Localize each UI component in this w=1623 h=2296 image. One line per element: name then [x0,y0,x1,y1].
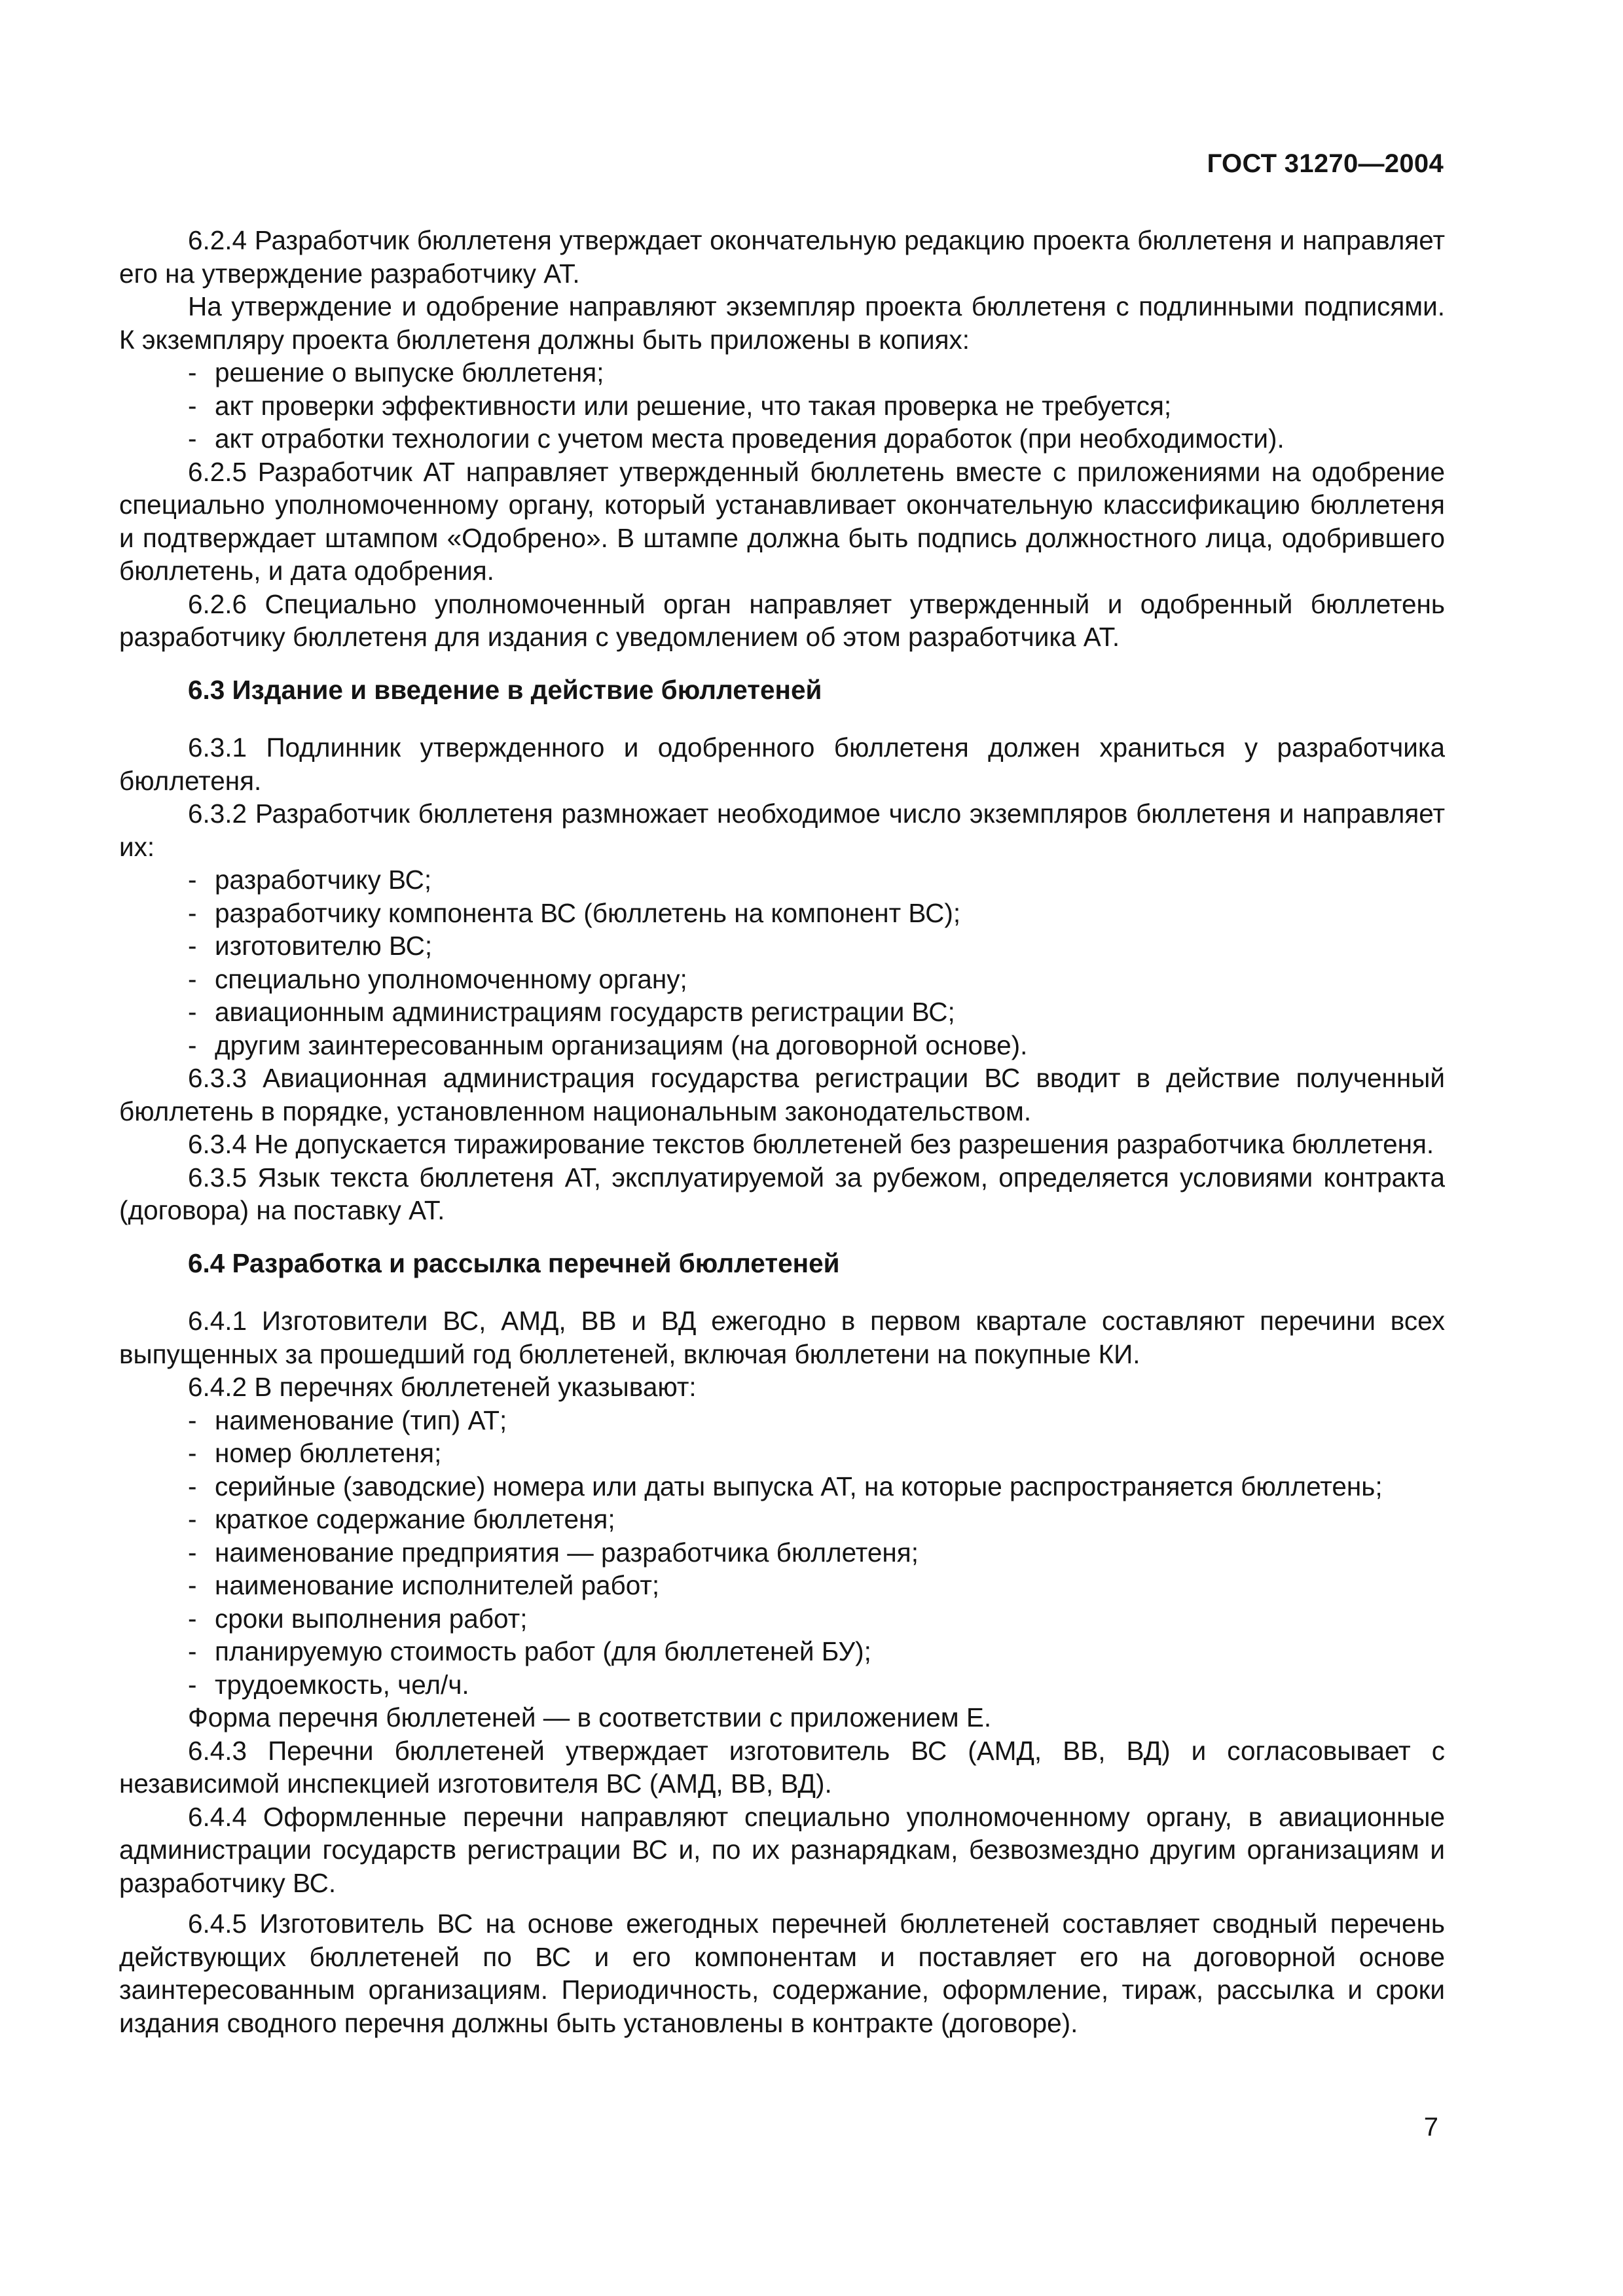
list-item-text: наименование предприятия — разработчика бюллетеня; [215,1537,919,1568]
paragraph: 6.4.2 В перечнях бюллетеней указывают: [188,1372,697,1402]
list-item: - другим заинтересованным организациям (на договорной основе). [188,1030,1028,1060]
list-item: - краткое содержание бюллетеня; [188,1504,615,1534]
paragraph: 6.4.1 Изготовители ВС, АМД, ВВ и ВД ежегодно в первом квартале составляют перечини всех выпущенных за прошедший год бюллетеней, включая бюллетени на покупные КИ. [119,1306,1445,1369]
list-item: - серийные (заводские) номера или даты выпуска АТ, на которые распространяется бюллетень; [188,1471,1383,1501]
list-item-text: авиационным администрациям государств регистрации ВС; [215,997,955,1027]
list-item: - решение о выпуске бюллетеня; [188,357,604,387]
list-item: - наименование предприятия — разработчика бюллетеня; [188,1537,919,1568]
section-heading: 6.3 Издание и введение в действие бюллетеней [188,674,822,705]
paragraph: Форма перечня бюллетеней — в соответствии с приложением Е. [188,1702,992,1732]
list-item-text: серийные (заводские) номера или даты выпуска АТ, на которые распространяется бюллетень; [215,1471,1383,1501]
list-item-text: разработчику компонента ВС (бюллетень на компонент ВС); [215,897,961,928]
list-item-text: специально уполномоченному органу; [215,963,687,994]
list-item: - специально уполномоченному органу; [188,963,687,994]
list-item: - наименование исполнителей работ; [188,1570,660,1600]
list-item-text: разработчику ВС; [215,865,432,895]
paragraph: 6.4.4 Оформленные перечни направляют специально уполномоченному органу, в авиационные администрации государств регистрации ВС и, по их разнарядкам, безвозмездно другим организациям и разработчику ВС. [119,1801,1445,1898]
list-item: - сроки выполнения работ; [188,1603,528,1634]
list-item: - планируемую стоимость работ (для бюллетеней БУ); [188,1636,871,1666]
list-item: - номер бюллетеня; [188,1438,442,1468]
list-item-text: трудоемкость, чел/ч. [215,1669,469,1700]
list-item: - наименование (тип) АТ; [188,1405,507,1435]
list-item: - трудоемкость, чел/ч. [188,1669,469,1700]
list-item: - разработчику компонента ВС (бюллетень на компонент ВС); [188,897,961,928]
list-item-text: изготовителю ВС; [215,931,433,961]
paragraph: На утверждение и одобрение направляют экземпляр проекта бюллетеня с подлинными подписями. К экземпляру проекта бюллетеня должны быть приложены в копиях: [119,291,1445,355]
list-item-text: акт отработки технологии с учетом места проведения доработок (при необходимости). [215,423,1285,454]
paragraph: 6.2.4 Разработчик бюллетеня утверждает окончательную редакцию проекта бюллетеня и направляет его на утверждение разработчику АТ. [119,225,1445,289]
paragraph: 6.2.6 Специально уполномоченный орган направляет утвержденный и одобренный бюллетень разработчику бюллетеня для издания с уведомлением об этом разработчика АТ. [119,588,1445,652]
paragraph: 6.2.5 Разработчик АТ направляет утвержденный бюллетень вместе с приложениями на одобрение специально уполномоченному органу, который устанавливает окончательную классификацию бюллетеня и подтверждает штампом «Одобрено». В штампе должна быть подпись должностного лица, одобрившего бюллетень, и дата одобрения. [119,456,1445,586]
paragraph: 6.4.3 Перечни бюллетеней утверждает изготовитель ВС (АМД, ВВ, ВД) и согласовывает с независимой инспекцией изготовителя ВС (АМД, ВВ, ВД). [119,1735,1445,1799]
paragraph: 6.3.3 Авиационная администрация государства регистрации ВС вводит в действие полученный бюллетень в порядке, установленном национальным законодательством. [119,1063,1445,1126]
list-item-text: сроки выполнения работ; [215,1603,528,1634]
list-item-text: акт проверки эффективности или решение, что такая проверка не требуется; [215,390,1172,421]
paragraph: 6.3.4 Не допускается тиражирование текстов бюллетеней без разрешения разработчика бюллетеня. [188,1129,1434,1159]
list-item-text: номер бюллетеня; [215,1438,442,1468]
list-item: - авиационным администрациям государств регистрации ВС; [188,997,955,1027]
paragraph: 6.3.5 Язык текста бюллетеня АТ, эксплуатируемой за рубежом, определяется условиями контракта (договора) на поставку АТ. [119,1162,1445,1225]
list-item-text: краткое содержание бюллетеня; [215,1504,615,1534]
document-id-header: ГОСТ 31270—2004 [1207,149,1444,178]
document-body [119,224,1445,2039]
list-item-text: другим заинтересованным организациям (на договорной основе). [215,1030,1028,1060]
list-item: - акт проверки эффективности или решение, что такая проверка не требуется; [188,390,1172,421]
list-item-text: наименование исполнителей работ; [215,1570,660,1600]
paragraph: 6.3.2 Разработчик бюллетеня размножает необходимое число экземпляров бюллетеня и направляет их: [119,798,1445,862]
paragraph: 6.4.5 Изготовитель ВС на основе ежегодных перечней бюллетеней составляет сводный перечень действующих бюллетеней по ВС и его компонентам и поставляет его на договорной основе заинтересованным организациям. Периодичность, содержание, оформление, тираж, рассылка и сроки издания сводного перечня должны быть установлены в контракте (договоре). [119,1909,1445,2038]
section-heading: 6.4 Разработка и рассылка перечней бюллетеней [188,1247,840,1278]
list-item: - акт отработки технологии с учетом места проведения доработок (при необходимости). [188,423,1285,454]
list-item: - изготовителю ВС; [188,931,433,961]
list-item-text: наименование (тип) АТ; [215,1405,507,1435]
page-number: 7 [1423,2113,1438,2142]
list-item-text: планируемую стоимость работ (для бюллетеней БУ); [215,1636,871,1666]
list-item: - разработчику ВС; [188,865,432,895]
list-item-text: решение о выпуске бюллетеня; [215,357,604,387]
paragraph: 6.3.1 Подлинник утвержденного и одобренного бюллетеня должен храниться у разработчика бюллетеня. [119,732,1445,796]
